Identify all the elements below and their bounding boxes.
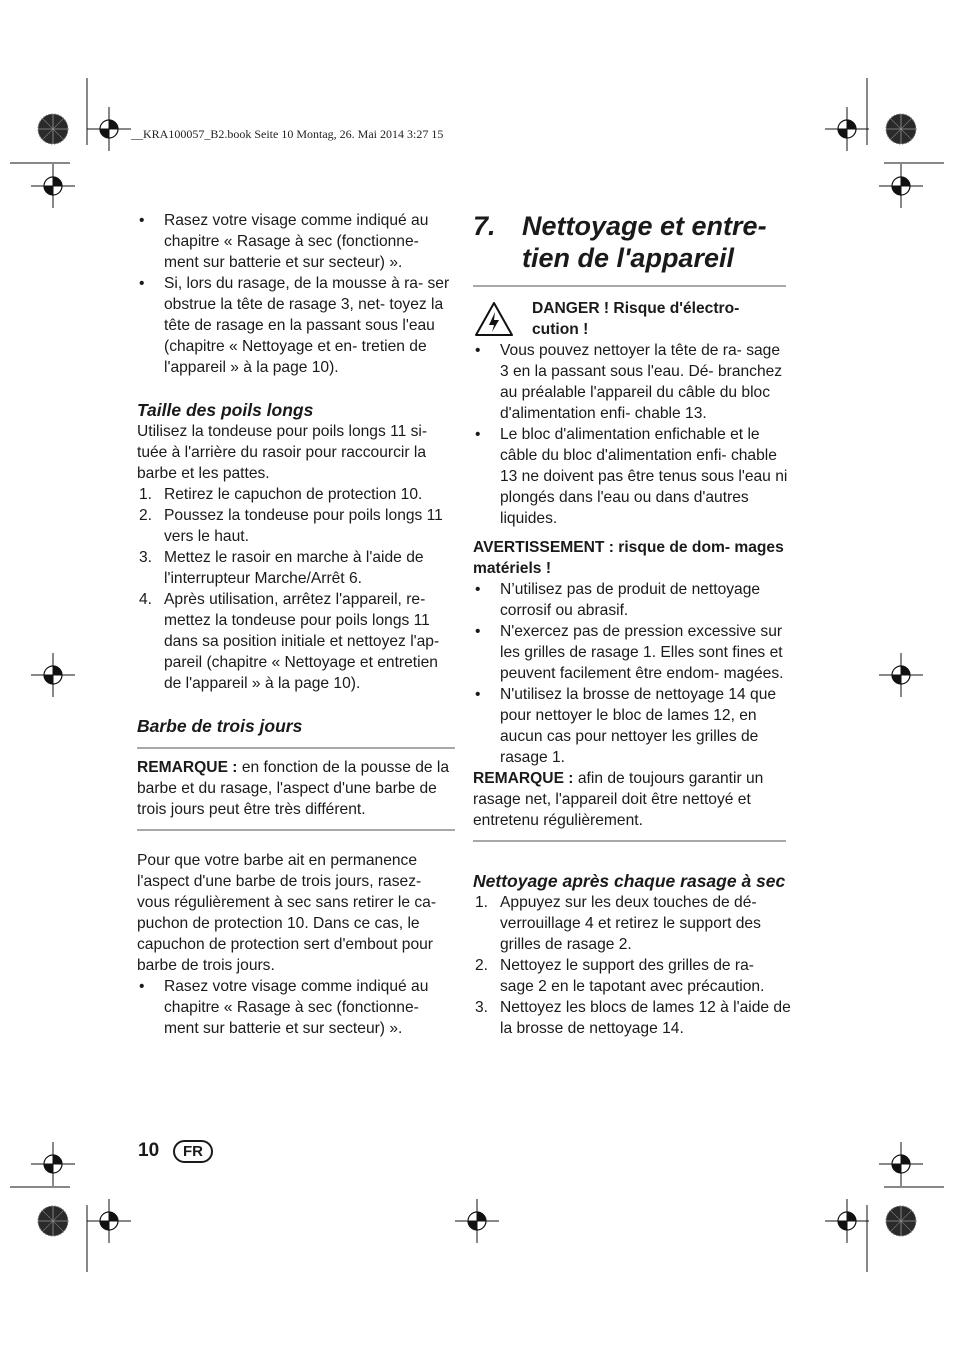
warning-label: AVERTISSEMENT : risque de dom- mages matériels ! bbox=[473, 539, 784, 577]
divider bbox=[473, 840, 786, 842]
page-number: 10 bbox=[138, 1140, 160, 1161]
crosshair-mark-icon bbox=[455, 1199, 499, 1243]
intro-bullet-list bbox=[137, 210, 455, 378]
list-item: • Si, lors du rasage, de la mousse à ra- ser obstrue la tête de rasage 3, net- toyez la tête de rasage en la passant sous l'eau (chapitre « Nettoyage et en- tretien de l'appareil » à la page 10). bbox=[139, 275, 450, 376]
color-bar-sun-icon bbox=[886, 114, 916, 144]
list-item: • N'utilisez la brosse de nettoyage 14 que pour nettoyer le bloc de lames 12, en aucun cas pour nettoyer les grilles de rasage 1. bbox=[475, 686, 777, 766]
color-bar-sun-icon bbox=[38, 1206, 68, 1236]
crosshair-mark-icon bbox=[879, 1142, 923, 1186]
divider bbox=[473, 285, 786, 287]
list-item: • N’utilisez pas de produit de nettoyage corrosif ou abrasif. bbox=[475, 581, 761, 619]
list-item: 3. Nettoyez les blocs de lames 12 à l'aide de la brosse de nettoyage 14. bbox=[475, 999, 791, 1037]
crosshair-mark-icon bbox=[31, 653, 75, 697]
after-shave-steps bbox=[473, 892, 791, 1039]
list-item: • N'exercez pas de pression excessive sur les grilles de rasage 1. Elles sont fines et peuvent facilement être endom- magées. bbox=[475, 623, 784, 682]
barbe-paragraph: Pour que votre barbe ait en permanence l'aspect d'une barbe de trois jours, rasez- vous régulièrement à sec sans retirer le ca- puchon de protection 10. Dans ce cas, le capuchon de protection sert d'embout pour barbe de trois jours. bbox=[137, 852, 437, 974]
crosshair-mark-icon bbox=[879, 653, 923, 697]
list-item: • Rasez votre visage comme indiqué au chapitre « Rasage à sec (fonctionne- ment sur batterie et sur secteur) ». bbox=[139, 212, 429, 271]
list-item: 1. Retirez le capuchon de protection 10. bbox=[139, 486, 423, 503]
danger-bullet-list bbox=[473, 340, 791, 529]
barbe-heading: Barbe de trois jours bbox=[137, 716, 303, 736]
section-title: 7. Nettoyage et entre- tien de l'appareil bbox=[473, 211, 767, 273]
crosshair-mark-icon bbox=[87, 107, 131, 151]
crosshair-mark-icon bbox=[31, 164, 75, 208]
divider bbox=[137, 747, 455, 749]
left-column bbox=[137, 210, 455, 1039]
color-bar-sun-icon bbox=[38, 114, 68, 144]
crosshair-mark-icon bbox=[825, 1199, 869, 1243]
list-item: 2. Poussez la tondeuse pour poils longs 11 vers le haut. bbox=[139, 507, 443, 545]
note-label: REMARQUE : bbox=[137, 759, 238, 776]
after-shave-heading: Nettoyage après chaque rasage à sec bbox=[473, 871, 786, 891]
taille-intro: Utilisez la tondeuse pour poils longs 11 si- tuée à l'arrière du rasoir pour raccourcir la barbe et les pattes. bbox=[137, 423, 428, 482]
crosshair-mark-icon bbox=[87, 1199, 131, 1243]
divider bbox=[137, 829, 455, 831]
note-label: REMARQUE : bbox=[473, 770, 574, 787]
electric-shock-warning-icon bbox=[474, 301, 514, 337]
crosshair-mark-icon bbox=[825, 107, 869, 151]
list-item: • Vous pouvez nettoyer la tête de ra- sage 3 en la passant sous l'eau. Dé- branchez au préalable l'appareil du câble du bloc d'alimentation enfi- chable 13. bbox=[475, 342, 783, 422]
barbe-bullet-list bbox=[137, 976, 455, 1039]
color-bar-sun-icon bbox=[886, 1206, 916, 1236]
language-badge: FR bbox=[173, 1140, 213, 1163]
crosshair-mark-icon bbox=[879, 164, 923, 208]
barbe-note: REMARQUE : en fonction de la pousse de la barbe et du rasage, l'aspect d'une barbe de trois jours peut être très différent. bbox=[137, 759, 450, 818]
taille-heading: Taille des poils longs bbox=[137, 400, 314, 420]
right-column bbox=[473, 210, 791, 1039]
list-item: 3. Mettez le rasoir en marche à l'aide de l'interrupteur Marche/Arrêt 6. bbox=[139, 549, 424, 587]
list-item: 4. Après utilisation, arrêtez l'appareil, re- mettez la tondeuse pour poils longs 11 dans sa position initiale et nettoyez l'ap- pareil (chapitre « Nettoyage et entretien de l'appareil » à la page 10). bbox=[139, 591, 440, 692]
taille-steps bbox=[137, 484, 455, 694]
list-item: 2. Nettoyez le support des grilles de ra- sage 2 en le tapotant avec précaution. bbox=[475, 957, 765, 995]
crosshair-mark-icon bbox=[31, 1142, 75, 1186]
danger-header: DANGER ! Risque d'électro- cution ! bbox=[473, 298, 791, 340]
book-header-slug: __KRA100057_B2.book Seite 10 Montag, 26. Mai 2014 3:27 15 bbox=[131, 127, 444, 141]
list-item: 1. Appuyez sur les deux touches de dé- verrouillage 4 et retirez le support des grilles de rasage 2. bbox=[475, 894, 761, 953]
list-item: • Le bloc d'alimentation enfichable et le câble du bloc d'alimentation enfi- chable 13 ne doivent pas être tenus sous l'eau ni plongés dans l'eau ou dans d'autres liquides. bbox=[475, 426, 788, 527]
list-item: • Rasez votre visage comme indiqué au chapitre « Rasage à sec (fonctionne- ment sur batterie et sur secteur) ». bbox=[139, 978, 429, 1037]
warning-bullet-list bbox=[473, 579, 791, 768]
right-note: REMARQUE : afin de toujours garantir un rasage net, l'appareil doit être nettoyé et entretenu régulièrement. bbox=[473, 770, 764, 829]
